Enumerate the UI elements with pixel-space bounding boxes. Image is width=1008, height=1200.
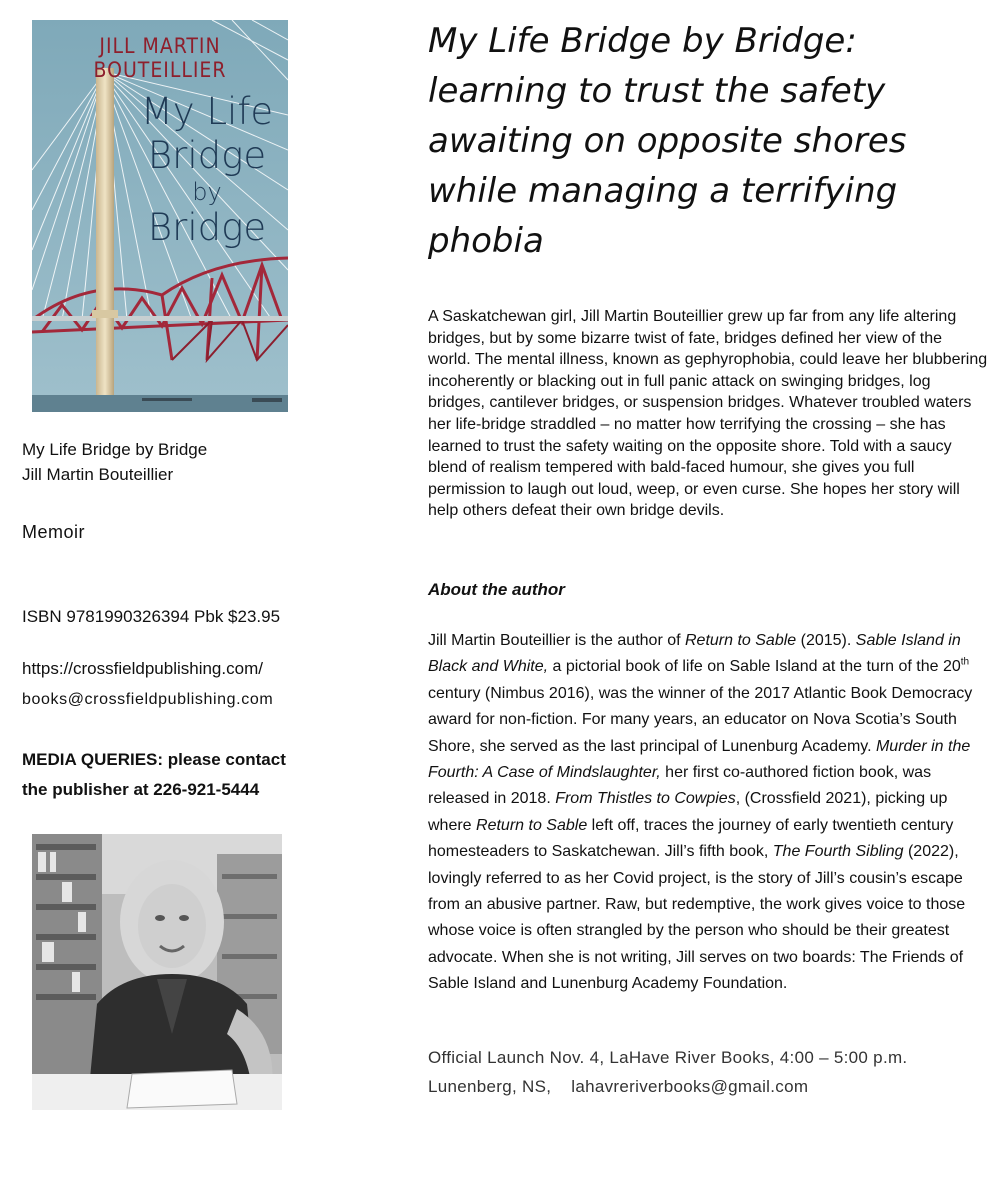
book-author: Jill Martin Bouteillier [22,465,174,484]
launch-details: Official Launch Nov. 4, LaHave River Books, 4:00 – 5:00 p.m. [428,1048,908,1067]
page-headline: My Life Bridge by Bridge: learning to trust the safety awaiting on opposite shores while managing a terrifying phobia [428,21,907,261]
publisher-website-link[interactable]: https://crossfieldpublishing.com/ [22,659,263,678]
book-genre: Memoir [22,522,86,542]
launch-contact-line [428,1072,907,1101]
author-photo [32,834,282,1110]
superscript: th [960,657,970,669]
bookstore-email-link[interactable]: lahavreriverbooks@gmail.com [571,1077,809,1096]
launch-location: Lunenberg, NS, [428,1077,552,1096]
bio-text: left off, traces the journey of early twentieth century homesteaders to Saskatchewan. Jill’s fifth book, [428,816,954,861]
bio-text: , (Crossfield 2021), picking up where [428,790,948,834]
media-queries-line: MEDIA QUERIES: please contact [22,750,286,769]
cover-title-line: My Life [140,90,274,133]
cover-title-line: Bridge [147,206,267,249]
book-title-italic: Murder in the Fourth: A Case of Mindslaughter, [428,737,971,782]
bio-text: her first co-authored fiction book, was released in 2018. [428,764,932,808]
bio-text: century (Nimbus 2016), was the winner of the 2017 Atlantic Book Democracy award for non-fiction. For many years, an educator on Nova Scotia’s South Shore, she served as the last principal of Lunenburg Academy. [428,684,973,755]
cover-title-line: by [192,178,222,206]
media-queries-contact [22,745,342,805]
about-author-heading: About the author [428,580,565,599]
book-title-italic: Sable Island in Black and White, [428,632,961,676]
launch-info [428,1043,907,1101]
bio-text: a pictorial book of life on Sable Island at the turn of the 20 [548,658,961,676]
bio-text: (2015). [796,632,856,649]
book-title: My Life Bridge by Bridge [22,440,208,459]
book-title-italic: Return to Sable [476,816,588,834]
publisher-email-link[interactable]: books@crossfieldpublishing.com [22,691,274,708]
cover-author-name: JILL MARTIN BOUTEILLIER [93,34,227,82]
media-queries-line: the publisher at 226-921-5444 [22,780,260,799]
book-title-italic: Return to Sable [685,632,797,649]
book-cover-image [32,20,288,412]
bio-text: Jill Martin Bouteillier is the author of [428,632,685,649]
cover-title [132,90,282,250]
author-portrait-illustration [32,834,282,1110]
cover-title-line: Bridge [147,134,267,177]
book-title-italic: The Fourth Sibling [772,843,904,861]
bio-text: (2022), lovingly referred to as her Covid project, is the story of Jill’s cousin’s escape from an abusive partner. Raw, but redemptive, the work gives voice to those whose voice is often strangled by the person who should be their greatest advocate. When she is not writing, Jill serves on two boards: The Friends of Sable Island and Lunenburg Academy Foundation. [428,843,966,993]
isbn-price: ISBN 9781990326394 Pbk $23.95 [22,607,281,626]
author-bio [428,628,988,998]
book-title-italic: From Thistles to Cowpies [555,790,736,808]
book-description: A Saskatchewan girl, Jill Martin Bouteillier grew up far from any life altering bridges, but by some bizarre twist of fate, bridges defined her view of the world. The mental illness, known as gephyrophobia, could leave her blubbering incoherently or blacking out in full panic attack on swinging bridges, log bridges, cantilever bridges, or suspension bridges. Whatever troubled waters her life-bridge straddled – no matter how terrifying the crossing – she has learned to trust the safety waiting on the opposite shore. Told with a saucy blend of realism tempered with bald-faced humour, she gives you full permission to laugh out loud, weep, or even curse. She hopes her story will help others defeat their own bridge devils. [428,308,988,520]
